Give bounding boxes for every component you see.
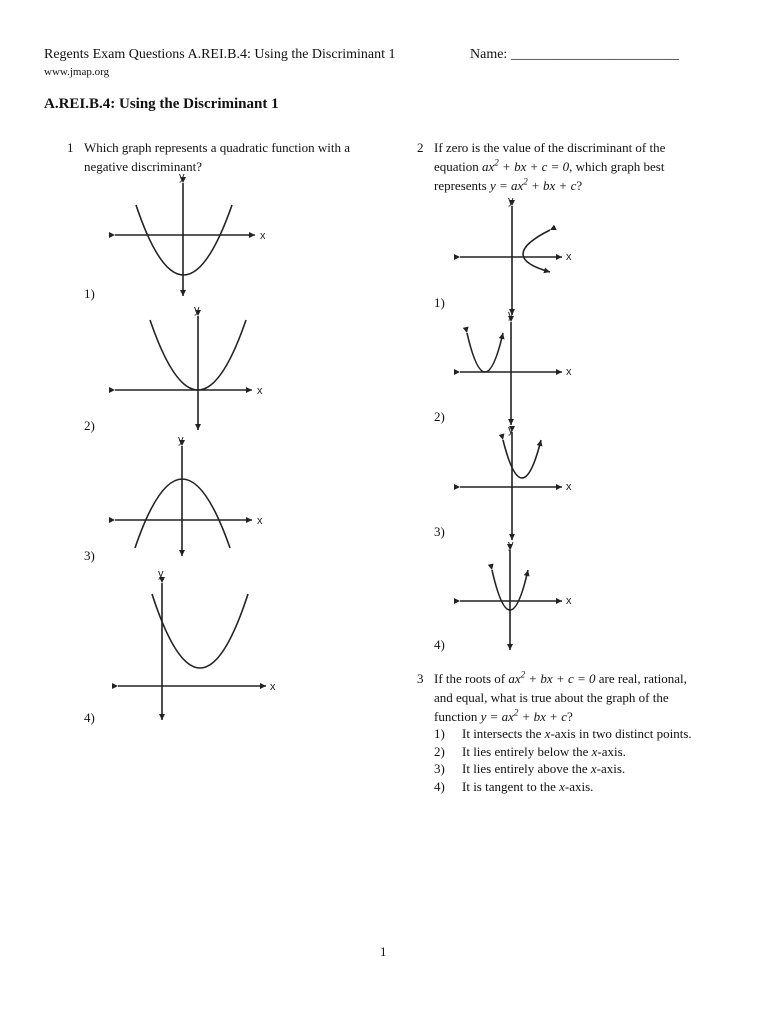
q1-graph-2	[115, 304, 263, 430]
q2-eq1: $ax^2$ + bx + c = 0	[482, 157, 570, 174]
q3-line3: function $y = ax^2$ + bx + c?	[434, 707, 573, 724]
q2-graph-2	[460, 309, 572, 425]
q1g1-y-label: y	[179, 171, 185, 183]
q3-choice-4: 4) It is tangent to the x-axis.	[434, 778, 594, 794]
q1g3-x-label: x	[257, 515, 263, 527]
q2g2-y-label: y	[508, 309, 514, 321]
q2-option-4: 4)	[434, 637, 445, 652]
name-blank: ________________________	[510, 47, 679, 62]
q1-line2: negative discriminant?	[84, 159, 203, 174]
q3-line2: and equal, what is true about the graph of the	[434, 690, 669, 705]
q2-line2: equation $ax^2$ + bx + c = 0, which graph best	[434, 157, 665, 174]
page-number: 1	[380, 944, 387, 959]
q2g4-y-label: y	[508, 539, 514, 551]
q3-number: 3	[417, 671, 424, 686]
q3-eq1: $ax^2$ + bx + c = 0	[508, 669, 596, 686]
q2-text	[434, 138, 734, 195]
q3-text	[434, 669, 744, 726]
q2g2-x-label: x	[566, 366, 572, 378]
name-label: Name:	[470, 47, 508, 62]
q1-number: 1	[67, 140, 74, 155]
q2-eq2: $y = ax^2$ + bx + c	[489, 176, 577, 193]
q1-graph-4	[118, 568, 276, 720]
q2-number: 2	[417, 140, 424, 155]
q2-line1: If zero is the value of the discriminant of the	[434, 140, 666, 155]
doc-title: A.REI.B.4: Using the Discriminant 1	[44, 96, 279, 112]
q1-option-4: 4)	[84, 710, 95, 725]
q3-choice-1: 1) It intersects the x-axis in two distinct points.	[434, 726, 692, 741]
q1-line1: Which graph represents a quadratic function with a	[84, 140, 351, 155]
q3-choice-2: 2) It lies entirely below the x-axis.	[434, 743, 626, 759]
q2g3-y-label: y	[508, 424, 514, 436]
q2g4-x-label: x	[566, 595, 572, 607]
q1g1-x-label: x	[260, 230, 266, 242]
q2-graph-4	[460, 539, 572, 650]
q2-graph-3	[460, 424, 572, 540]
header-title: Regents Exam Questions A.REI.B.4: Using the Discriminant 1	[44, 47, 396, 62]
q1-option-2: 2)	[84, 418, 95, 433]
q3-line1: If the roots of $ax^2$ + bx + c = 0 are real, rational,	[434, 669, 687, 686]
q2-option-1: 1)	[434, 295, 445, 310]
q2-option-3: 3)	[434, 524, 445, 539]
q2g1-y-label: y	[508, 195, 514, 207]
q1g4-y-label: y	[158, 568, 164, 580]
q1-graph-1	[115, 171, 266, 296]
q2-option-2: 2)	[434, 409, 445, 424]
q2g3-x-label: x	[566, 481, 572, 493]
q2g1-x-label: x	[566, 251, 572, 263]
q3-choice-3: 3) It lies entirely above the x-axis.	[434, 761, 626, 776]
site-url: www.jmap.org	[44, 66, 110, 78]
q1-option-1: 1)	[84, 286, 95, 301]
q2-line3: represents $y = ax^2$ + bx + c?	[434, 176, 583, 193]
q1-option-3: 3)	[84, 548, 95, 563]
q1g3-y-label: y	[178, 434, 184, 446]
q1g2-x-label: x	[257, 385, 263, 397]
q2-graph-1	[460, 195, 572, 315]
q1g4-x-label: x	[270, 681, 276, 693]
q1g2-y-label: y	[194, 304, 200, 316]
q1-graph-3	[115, 434, 263, 556]
q3-choices	[434, 725, 692, 795]
q3-eq2: $y = ax^2$ + bx + c	[480, 707, 567, 724]
